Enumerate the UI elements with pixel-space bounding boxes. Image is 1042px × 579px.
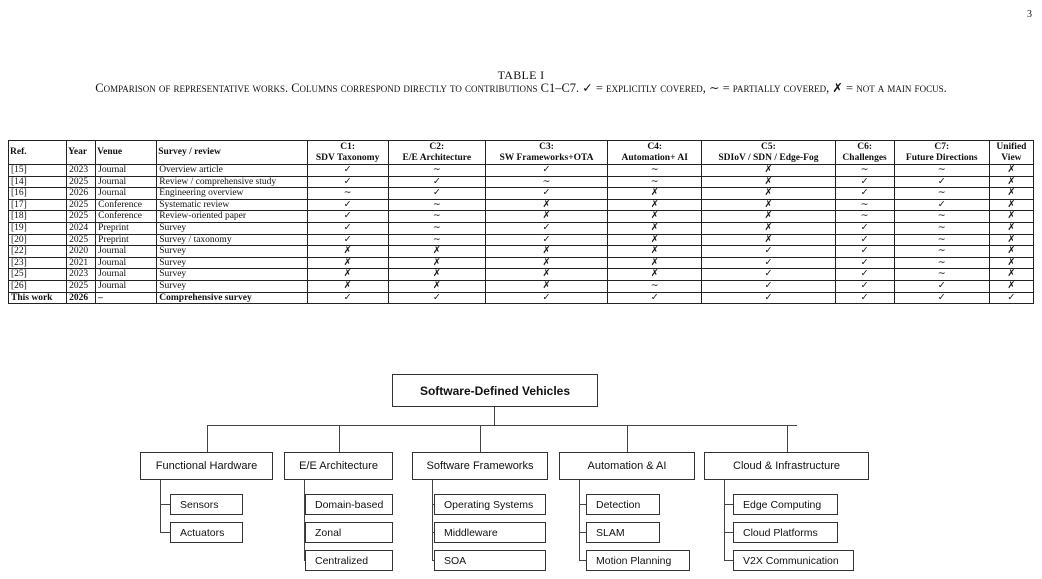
connector-line	[208, 425, 797, 426]
diagram-root-node: Software-Defined Vehicles	[392, 374, 598, 407]
table-cell: ✓	[388, 176, 485, 188]
diagram-leaf-node: Zonal	[305, 522, 393, 543]
table-cell: ✗	[608, 269, 702, 281]
table-cell: ∼	[894, 246, 989, 258]
table-cell: Review-oriented paper	[157, 211, 307, 223]
table-label: TABLE I	[497, 68, 545, 82]
table-cell: 2025	[67, 234, 96, 246]
table-cell: ∼	[388, 234, 485, 246]
column-header: C1: SDV Taxonomy	[307, 141, 388, 165]
connector-line	[579, 480, 580, 561]
table-cell: ✗	[388, 257, 485, 269]
connector-line	[432, 532, 434, 533]
table-cell: [19]	[9, 222, 67, 234]
table-cell: ✓	[307, 199, 388, 211]
table-caption-text: Comparison of representative works. Columns correspond directly to contributions C1–C7. ✓ = explicitly covered, ∼ = partially covered, ✗ = not a main focus.	[95, 81, 947, 95]
connector-line	[304, 480, 305, 561]
table-cell: 2023	[67, 269, 96, 281]
connector-line	[432, 504, 434, 505]
column-header: Year	[67, 141, 96, 165]
table-cell: Survey	[157, 257, 307, 269]
diagram-leaf-node: Motion Planning	[586, 550, 690, 571]
table-cell: ✓	[307, 165, 388, 177]
table-cell: ✓	[989, 292, 1033, 304]
table-cell: [18]	[9, 211, 67, 223]
diagram-leaf-node: Cloud Platforms	[733, 522, 838, 543]
table-cell: ∼	[608, 176, 702, 188]
table-cell: ✓	[894, 292, 989, 304]
column-header: C5: SDIoV / SDN / Edge-Fog	[702, 141, 835, 165]
diagram-category-node: Functional Hardware	[140, 452, 273, 480]
diagram-category-node: Automation & AI	[559, 452, 695, 480]
table-cell: Journal	[96, 269, 157, 281]
table-cell: ✗	[702, 222, 835, 234]
table-cell: ✗	[485, 280, 607, 292]
table-cell: –	[96, 292, 157, 304]
table-cell: ✓	[485, 222, 607, 234]
table-cell: Systematic review	[157, 199, 307, 211]
table-cell: ✓	[835, 188, 894, 200]
connector-line	[304, 560, 305, 561]
table-cell: [16]	[9, 188, 67, 200]
table-cell: ∼	[835, 199, 894, 211]
table-cell: ✓	[835, 246, 894, 258]
table-cell: ✗	[608, 188, 702, 200]
connector-line	[339, 425, 340, 452]
table-cell: [23]	[9, 257, 67, 269]
table-cell: Journal	[96, 257, 157, 269]
table-cell: ∼	[388, 222, 485, 234]
table-cell: 2026	[67, 292, 96, 304]
table-cell: ∼	[485, 176, 607, 188]
table-cell: ✗	[989, 211, 1033, 223]
table-cell: ✓	[835, 222, 894, 234]
table-cell: Preprint	[96, 222, 157, 234]
table-row	[9, 211, 1034, 223]
diagram-leaf-node: Domain-based	[305, 494, 393, 515]
connector-line	[160, 532, 170, 533]
table-cell: Overview article	[157, 165, 307, 177]
table-cell: ✗	[608, 222, 702, 234]
table-cell: Survey	[157, 222, 307, 234]
table-cell: ✓	[894, 280, 989, 292]
connector-line	[724, 480, 725, 561]
table-cell: ✗	[388, 280, 485, 292]
connector-line	[160, 504, 170, 505]
column-header: C3: SW Frameworks+OTA	[485, 141, 607, 165]
table-row	[9, 188, 1034, 200]
diagram-leaf-node: Centralized	[305, 550, 393, 571]
table-cell: ✓	[835, 257, 894, 269]
table-cell: 2025	[67, 176, 96, 188]
connector-line	[724, 504, 733, 505]
diagram-category-node: Software Frameworks	[412, 452, 548, 480]
table-cell: ✓	[388, 188, 485, 200]
table-cell: ∼	[835, 211, 894, 223]
table-body	[9, 165, 1034, 304]
table-row	[9, 234, 1034, 246]
diagram-category-node: E/E Architecture	[284, 452, 393, 480]
connector-line	[432, 480, 433, 561]
table-cell: ✗	[608, 234, 702, 246]
table-cell: ✓	[894, 176, 989, 188]
connector-line	[787, 425, 788, 452]
connector-line	[160, 480, 161, 533]
table-cell: ✗	[485, 269, 607, 281]
table-cell: Survey	[157, 269, 307, 281]
table-cell: Journal	[96, 188, 157, 200]
table-cell: ✗	[989, 199, 1033, 211]
table-row	[9, 257, 1034, 269]
table-cell: ✗	[989, 165, 1033, 177]
table-cell: 2021	[67, 257, 96, 269]
table-cell: ✗	[388, 269, 485, 281]
table-cell: ✗	[307, 269, 388, 281]
table-cell: ✗	[989, 222, 1033, 234]
column-header: C6: Challenges	[835, 141, 894, 165]
table-cell: ✓	[835, 280, 894, 292]
table-cell: Journal	[96, 280, 157, 292]
column-header: Survey / review	[157, 141, 307, 165]
table-cell: ✗	[608, 199, 702, 211]
diagram-leaf-node: SLAM	[586, 522, 660, 543]
table-cell: ∼	[388, 165, 485, 177]
table-cell: Journal	[96, 246, 157, 258]
table-cell: ∼	[894, 188, 989, 200]
column-header: C4: Automation+ AI	[608, 141, 702, 165]
table-cell: 2025	[67, 280, 96, 292]
connector-line	[724, 560, 733, 561]
connector-line	[724, 532, 733, 533]
table-cell: 2023	[67, 165, 96, 177]
connector-line	[579, 560, 586, 561]
table-cell: [20]	[9, 234, 67, 246]
table-cell: ✓	[307, 222, 388, 234]
table-cell: Comprehensive survey	[157, 292, 307, 304]
table-cell: ✗	[702, 199, 835, 211]
diagram-leaf-node: SOA	[434, 550, 546, 571]
table-cell: ✗	[702, 211, 835, 223]
connector-line	[432, 560, 434, 561]
table-row	[9, 176, 1034, 188]
table-row	[9, 246, 1034, 258]
table-cell: ✓	[485, 292, 607, 304]
table-cell: 2024	[67, 222, 96, 234]
table-cell: Engineering overview	[157, 188, 307, 200]
table-cell: 2025	[67, 211, 96, 223]
table-cell: ✗	[702, 188, 835, 200]
column-header: Venue	[96, 141, 157, 165]
connector-line	[579, 504, 586, 505]
table-cell: ✗	[989, 257, 1033, 269]
connector-line	[207, 425, 208, 452]
connector-line	[627, 425, 628, 452]
table-cell: ✗	[608, 257, 702, 269]
table-cell: Survey / taxonomy	[157, 234, 307, 246]
table-cell: ✓	[307, 292, 388, 304]
diagram-leaf-node: Detection	[586, 494, 660, 515]
table-row	[9, 165, 1034, 177]
table-cell: ✓	[702, 269, 835, 281]
table-cell: ∼	[388, 211, 485, 223]
table-cell: 2020	[67, 246, 96, 258]
diagram-leaf-node: Middleware	[434, 522, 546, 543]
column-header: C7: Future Directions	[894, 141, 989, 165]
column-header: Unified View	[989, 141, 1033, 165]
table-cell: Review / comprehensive study	[157, 176, 307, 188]
table-cell: ✓	[702, 257, 835, 269]
table-cell: ✓	[894, 199, 989, 211]
diagram-leaf-node: Sensors	[170, 494, 243, 515]
table-cell: ✗	[702, 234, 835, 246]
diagram-leaf-node: Edge Computing	[733, 494, 838, 515]
table-cell: ∼	[894, 222, 989, 234]
table-cell: [17]	[9, 199, 67, 211]
table-cell: ∼	[608, 280, 702, 292]
table-cell: ∼	[894, 211, 989, 223]
table-cell: ✗	[989, 269, 1033, 281]
table-row	[9, 280, 1034, 292]
table-cell: ∼	[894, 269, 989, 281]
diagram-leaf-node: Operating Systems	[434, 494, 546, 515]
connector-line	[494, 407, 495, 425]
diagram-leaf-node: V2X Communication	[733, 550, 854, 571]
table-cell: ✓	[702, 246, 835, 258]
table-cell: ∼	[894, 234, 989, 246]
table-cell: This work	[9, 292, 67, 304]
table-header-row	[9, 141, 1034, 165]
table-cell: ✗	[702, 165, 835, 177]
table-cell: ✓	[835, 292, 894, 304]
table-row	[9, 269, 1034, 281]
table-cell: ✗	[485, 199, 607, 211]
table-cell: ✗	[388, 246, 485, 258]
column-header: C2: E/E Architecture	[388, 141, 485, 165]
table-cell: ∼	[835, 165, 894, 177]
table-cell: ✓	[702, 280, 835, 292]
connector-line	[579, 532, 586, 533]
table-cell: ∼	[894, 257, 989, 269]
table-cell: ∼	[388, 199, 485, 211]
table-row	[9, 222, 1034, 234]
column-header: Ref.	[9, 141, 67, 165]
table-cell: Survey	[157, 280, 307, 292]
table-cell: ✓	[307, 176, 388, 188]
table-cell: Survey	[157, 246, 307, 258]
comparison-table	[8, 140, 1034, 304]
table-cell: ∼	[307, 188, 388, 200]
table-cell: ✓	[835, 269, 894, 281]
table-cell: ∼	[608, 165, 702, 177]
table-cell: ✓	[307, 234, 388, 246]
table-cell: ✗	[307, 280, 388, 292]
table-cell: [25]	[9, 269, 67, 281]
table-cell: Conference	[96, 199, 157, 211]
table-cell: ✗	[307, 246, 388, 258]
table-cell: ✓	[835, 176, 894, 188]
table-cell: ✓	[608, 292, 702, 304]
table-cell: Conference	[96, 211, 157, 223]
table-caption	[0, 69, 1042, 95]
table-cell: ✗	[608, 246, 702, 258]
table-cell: 2026	[67, 188, 96, 200]
table-cell: [26]	[9, 280, 67, 292]
table-cell: ✓	[835, 234, 894, 246]
table-cell: ✓	[702, 292, 835, 304]
table-cell: Journal	[96, 165, 157, 177]
table-cell: Journal	[96, 176, 157, 188]
table-cell: ✗	[989, 280, 1033, 292]
connector-line	[304, 504, 305, 505]
table-cell: ∼	[894, 165, 989, 177]
table-cell: ✗	[608, 211, 702, 223]
table-cell: ✗	[989, 188, 1033, 200]
table-row	[9, 199, 1034, 211]
connector-line	[304, 532, 305, 533]
table-cell: ✓	[485, 188, 607, 200]
table-cell: ✗	[485, 257, 607, 269]
table-cell: ✓	[307, 211, 388, 223]
table-cell: ✓	[485, 165, 607, 177]
table-cell: ✗	[989, 176, 1033, 188]
table-cell: ✗	[307, 257, 388, 269]
table-cell: [15]	[9, 165, 67, 177]
table-row	[9, 292, 1034, 304]
diagram-category-node: Cloud & Infrastructure	[704, 452, 869, 480]
table-cell: ✗	[989, 234, 1033, 246]
table-cell: Preprint	[96, 234, 157, 246]
diagram-leaf-node: Actuators	[170, 522, 243, 543]
table-cell: ✓	[485, 234, 607, 246]
connector-line	[480, 425, 481, 452]
table-cell: ✓	[388, 292, 485, 304]
table-cell: [14]	[9, 176, 67, 188]
table-cell: ✗	[702, 176, 835, 188]
table-cell: [22]	[9, 246, 67, 258]
page-number: 3	[1027, 9, 1032, 20]
table-cell: ✗	[485, 246, 607, 258]
table-cell: 2025	[67, 199, 96, 211]
table-cell: ✗	[485, 211, 607, 223]
table-cell: ✗	[989, 246, 1033, 258]
